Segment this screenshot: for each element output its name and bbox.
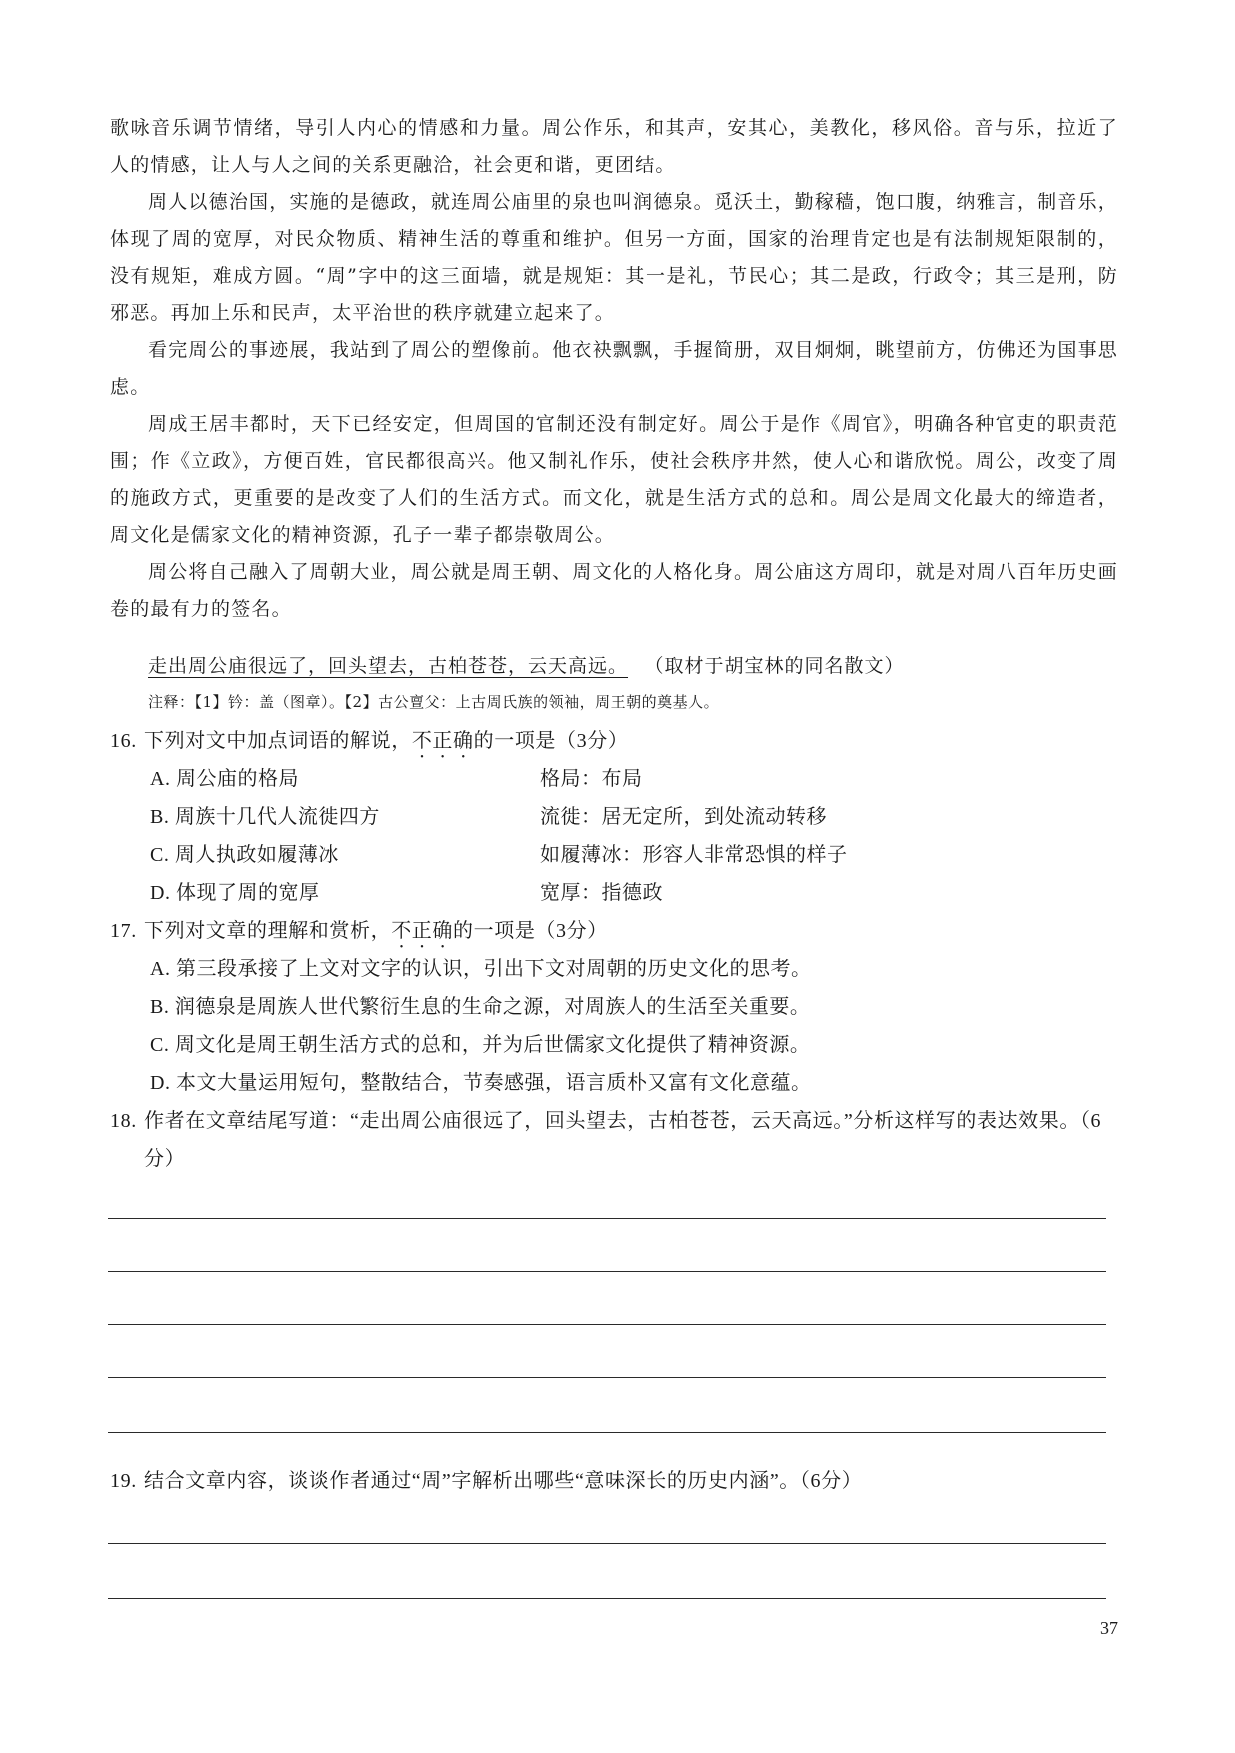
passage-paragraph-4: 周成王居丰都时，天下已经安定，但周国的官制还没有制定好。周公于是作《周官》，明确各种官吏的职责范围；作《立政》，方便百姓，官民都很高兴。他又制礼作乐，使社会秩序井然，使人心和谐欣悦。周公，改变了周的施政方式，更重要的是改变了人们的生活方式。而文化，就是生活方式的总和。周公是周文化最大的缔造者，周文化是儒家文化的精神资源，孔子一辈子都崇敬周公。 (110, 413, 1118, 546)
question-17-option-d: D. 本文大量运用短句，整散结合，节奏感强，语言质朴又富有文化意蕴。 (150, 1072, 812, 1094)
question-17-option-c: C. 周文化是周王朝生活方式的总和，并为后世儒家文化提供了精神资源。 (150, 1034, 811, 1056)
question-18-text: 作者在文章结尾写道：“走出周公庙很远了，回头望去，古柏苍苍，云天高远。”分析这样写的表达效果。（6分） (144, 1110, 1102, 1170)
question-16-option-d-explain: 宽厚：指德政 (540, 882, 663, 904)
question-16-option-d: D. 体现了周的宽厚 (150, 882, 320, 904)
answer-line-18-2[interactable] (108, 1271, 1106, 1272)
passage-paragraph-2: 周人以德治国，实施的是德政，就连周公庙里的泉也叫润德泉。觅沃土，勤稼穑，饱口腹，纳雅言，制音乐，体现了周的宽厚，对民众物质、精神生活的尊重和维护。但另一方面，国家的治理肯定也是有法制规矩限制的，没有规矩，难成方圆。“周”字中的这三面墙，就是规矩：其一是礼，节民心；其二是政，行政令；其三是刑，防邪恶。再加上乐和民声，太平治世的秩序就建立起来了。 (110, 191, 1118, 324)
page-number: 37 (1100, 1618, 1118, 1638)
answer-line-18-1[interactable] (108, 1218, 1106, 1219)
question-18-number: 18. (110, 1110, 137, 1132)
question-17-stem-after: 的一项是（3分） (453, 920, 608, 942)
question-16-option-b-explain: 流徙：居无定所，到处流动转移 (540, 806, 827, 828)
passage-ending-line (148, 648, 905, 685)
question-16-option-c: C. 周人执政如履薄冰 (150, 844, 339, 866)
question-19-text: 结合文章内容，谈谈作者通过“周”字解析出哪些“意味深长的历史内涵”。（6分） (144, 1470, 863, 1492)
passage-paragraph-3: 看完周公的事迹展，我站到了周公的塑像前。他衣袂飘飘，手握简册，双目炯炯，眺望前方，仿佛还为国事思虑。 (110, 339, 1118, 398)
question-16-option-a: A. 周公庙的格局 (150, 768, 299, 790)
question-17-option-b: B. 润德泉是周族人世代繁衍生息的生命之源，对周族人的生活至关重要。 (150, 996, 811, 1018)
passage-paragraph-1: 歌咏音乐调节情绪，导引人内心的情感和力量。周公作乐，和其声，安其心，美教化，移风俗。音与乐，拉近了人的情感，让人与人之间的关系更融洽，社会更和谐，更团结。 (110, 117, 1118, 176)
answer-line-18-3[interactable] (108, 1324, 1106, 1325)
question-17-emphasis: 不正确 (391, 920, 454, 942)
answer-line-18-4[interactable] (108, 1377, 1106, 1378)
question-16-stem-before: 下列对文中加点词语的解说， (144, 730, 412, 752)
question-16-option-c-explain: 如履薄冰：形容人非常恐惧的样子 (540, 844, 848, 866)
question-16-number: 16. (110, 730, 137, 752)
question-17-option-a: A. 第三段承接了上文对文字的认识，引出下文对周朝的历史文化的思考。 (150, 958, 812, 980)
question-16-stem (110, 722, 1122, 763)
question-18-stem (110, 1102, 1122, 1178)
question-16-option-a-explain: 格局：布局 (540, 768, 643, 790)
passage-source: （取材于胡宝林的同名散文） (654, 655, 905, 677)
answer-line-19-1[interactable] (108, 1543, 1106, 1544)
passage-ending-sentence: 走出周公庙很远了，回头望去，古柏苍苍，云天高远。 (148, 655, 629, 677)
question-17-number: 17. (110, 920, 137, 942)
passage-paragraph-5: 周公将自己融入了周朝大业，周公就是周王朝、周文化的人格化身。周公庙这方周印，就是对周八百年历史画卷的最有力的签名。 (110, 561, 1118, 620)
answer-line-19-2[interactable] (108, 1598, 1106, 1599)
answer-line-18-5[interactable] (108, 1432, 1106, 1433)
question-16-option-b: B. 周族十几代人流徙四方 (150, 806, 380, 828)
question-17-stem (110, 912, 1122, 953)
question-17-stem-before: 下列对文章的理解和赏析， (144, 920, 392, 942)
question-19-number: 19. (110, 1470, 137, 1492)
question-19-stem (110, 1462, 1122, 1500)
question-16-stem-after: 的一项是（3分） (473, 730, 629, 752)
passage-footnote: 注释：【1】钤：盖（图章）。【2】古公亶父：上古周氏族的领袖，周王朝的奠基人。 (148, 693, 720, 711)
question-16-emphasis: 不正确 (411, 730, 474, 752)
